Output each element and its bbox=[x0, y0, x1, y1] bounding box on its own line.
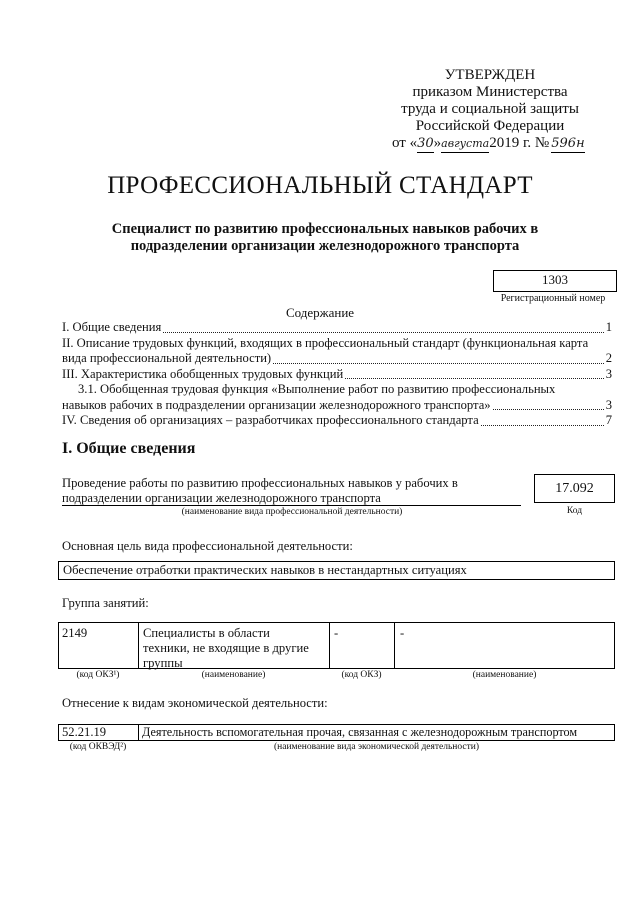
subtitle-line-2: подразделении организации железнодорожного транспорта bbox=[130, 238, 520, 254]
toc-leader-dots bbox=[481, 424, 604, 426]
activity-name-line2: подразделении организации железнодорожного транспорта bbox=[62, 491, 381, 505]
table-divider bbox=[394, 622, 395, 669]
approval-line-country: Российской Федерации bbox=[415, 118, 565, 134]
approval-title: УТВЕРЖДЕН bbox=[444, 67, 536, 83]
table-of-contents bbox=[62, 320, 612, 429]
activity-name-line1: Проведение работы по развитию профессиональных навыков у рабочих в bbox=[62, 476, 458, 490]
group-label: Группа занятий: bbox=[62, 596, 149, 610]
toc-leader-dots bbox=[273, 362, 604, 364]
standard-subtitle bbox=[70, 221, 580, 255]
group-code-okz: 2149 bbox=[62, 626, 88, 640]
toc-item[interactable] bbox=[62, 367, 612, 383]
toc-item[interactable] bbox=[62, 336, 612, 367]
page-title: ПРОФЕССИОНАЛЬНЫЙ СТАНДАРТ bbox=[107, 172, 533, 199]
date-mid: » bbox=[433, 135, 442, 151]
caption-name: (наименование) bbox=[201, 670, 266, 680]
caption-name-2: (наименование) bbox=[472, 670, 537, 680]
approval-line-labor: труда и социальной защиты bbox=[401, 101, 579, 117]
activity-name bbox=[62, 476, 522, 506]
activity-code: 17.092 bbox=[555, 481, 594, 496]
toc-page-number: 3 bbox=[605, 366, 612, 381]
toc-item-text-line1: II. Описание трудовых функций, входящих в профессиональный стандарт (функциональная карта bbox=[62, 335, 589, 350]
toc-item-text: III. Характеристика обобщенных трудовых функций bbox=[62, 366, 344, 381]
date-month-handwritten: августа bbox=[441, 135, 489, 153]
goal-label: Основная цель вида профессиональной деятельности: bbox=[62, 539, 353, 553]
caption-okved-name: (наименование вида экономической деятельности) bbox=[274, 742, 479, 752]
goal-text: Обеспечение отработки практических навыков в нестандартных ситуациях bbox=[63, 563, 467, 577]
caption-okved-code: (код ОКВЭД²) bbox=[69, 742, 127, 752]
toc-item[interactable] bbox=[62, 320, 612, 336]
toc-page-number: 1 bbox=[605, 320, 612, 334]
toc-item-text-line2: навыков рабочих в подразделении организации железнодорожного транспорта» bbox=[62, 397, 491, 412]
okved-code: 52.21.19 bbox=[62, 725, 107, 739]
contents-heading: Содержание bbox=[285, 305, 355, 320]
table-divider bbox=[138, 724, 139, 741]
caption-okz-code: (код ОКЗ¹) bbox=[76, 670, 120, 680]
toc-item-text: IV. Сведения об организациях – разработчиках профессионального стандарта bbox=[62, 413, 479, 427]
section-heading: I. Общие сведения bbox=[62, 440, 196, 457]
activity-underline bbox=[62, 505, 521, 506]
approval-date-line bbox=[392, 135, 585, 153]
toc-item-text: I. Общие сведения bbox=[62, 320, 162, 334]
date-prefix: от « bbox=[392, 135, 418, 151]
subtitle-line-1: Специалист по развитию профессиональных навыков рабочих в bbox=[111, 221, 539, 237]
group-name-line2: техники, не входящие в другие bbox=[143, 641, 309, 655]
registration-number: 1303 bbox=[542, 272, 568, 287]
econ-label: Отнесение к видам экономической деятельности: bbox=[62, 696, 328, 710]
table-divider bbox=[329, 622, 330, 669]
order-number-handwritten: 596н bbox=[551, 136, 585, 151]
toc-leader-dots bbox=[163, 331, 603, 333]
group-name-line3: группы bbox=[143, 656, 183, 670]
approval-line-ministry: приказом Министерства bbox=[412, 84, 568, 100]
registration-number-box bbox=[493, 270, 617, 292]
toc-page-number: 2 bbox=[605, 351, 612, 365]
date-year: 2019 г. № bbox=[489, 135, 550, 151]
activity-code-caption: Код bbox=[566, 506, 583, 516]
toc-item[interactable] bbox=[62, 413, 612, 429]
date-day-handwritten: 30 bbox=[417, 136, 434, 151]
toc-item-text-line1: 3.1. Обобщенная трудовая функция «Выполнение работ по развитию профессиональных bbox=[78, 382, 556, 396]
toc-item[interactable] bbox=[62, 382, 612, 413]
table-divider bbox=[138, 622, 139, 669]
registration-label: Регистрационный номер bbox=[500, 293, 606, 304]
toc-leader-dots bbox=[493, 408, 604, 410]
toc-page-number: 3 bbox=[605, 397, 612, 412]
approval-block bbox=[380, 67, 600, 135]
toc-leader-dots bbox=[345, 377, 604, 379]
group-name-line1: Специалисты в области bbox=[143, 626, 270, 640]
group-code-okz-2: - bbox=[334, 626, 339, 640]
okved-description: Деятельность вспомогательная прочая, связанная с железнодорожным транспортом bbox=[142, 725, 578, 739]
group-name bbox=[143, 626, 329, 671]
activity-caption: (наименование вида профессиональной деятельности) bbox=[181, 507, 403, 517]
toc-page-number: 7 bbox=[605, 413, 612, 427]
toc-item-text-line2: вида профессиональной деятельности) bbox=[62, 351, 272, 365]
group-name-2: - bbox=[400, 626, 405, 640]
caption-okz-code-2: (код ОКЗ) bbox=[341, 670, 382, 680]
